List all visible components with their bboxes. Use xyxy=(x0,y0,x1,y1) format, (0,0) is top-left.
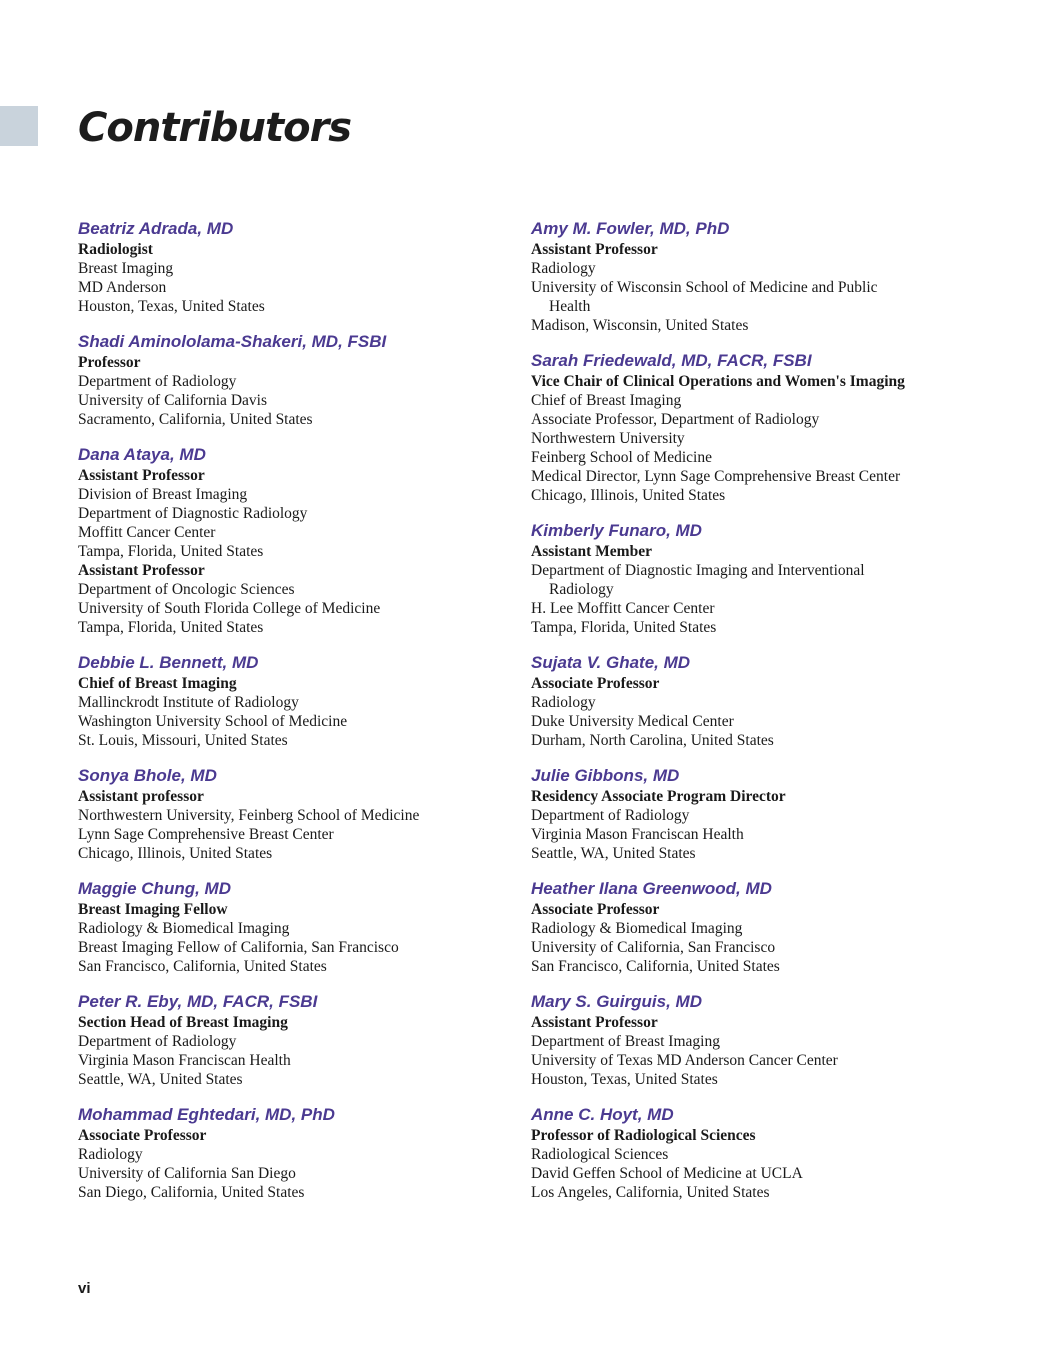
contributor-entry xyxy=(531,218,971,335)
contributor-name: Beatriz Adrada, MD xyxy=(78,219,234,238)
contributors-right-column xyxy=(531,218,971,1217)
contributor-affiliation-line: Duke University Medical Center xyxy=(531,713,734,730)
contributor-affiliation-line: Associate Professor, Department of Radiology xyxy=(531,411,820,428)
contributor-affiliation-line: University of California Davis xyxy=(78,392,267,409)
contributor-name: Anne C. Hoyt, MD xyxy=(531,1105,674,1124)
section-tab-marker xyxy=(0,106,38,146)
contributor-affiliation-line: Madison, Wisconsin, United States xyxy=(531,317,749,334)
contributor-name: Debbie L. Bennett, MD xyxy=(78,653,259,672)
contributor-affiliation-line: Medical Director, Lynn Sage Comprehensive Breast Center xyxy=(531,468,901,485)
contributor-name: Dana Ataya, MD xyxy=(78,445,206,464)
contributor-title: Vice Chair of Clinical Operations and Women's Imaging xyxy=(531,373,905,390)
contributor-entry xyxy=(78,765,518,863)
contributor-entry xyxy=(531,350,971,505)
contributor-affiliation-line: Radiology xyxy=(531,260,596,277)
contributors-left-column xyxy=(78,218,518,1217)
contributor-entry xyxy=(531,652,971,750)
contributor-affiliation-line: Virginia Mason Franciscan Health xyxy=(78,1052,291,1069)
contributor-entry xyxy=(531,1104,971,1202)
contributor-affiliation-line: Mallinckrodt Institute of Radiology xyxy=(78,694,299,711)
contributor-affiliation-line: Washington University School of Medicine xyxy=(78,713,348,730)
contributor-affiliation-line: University of Wisconsin School of Medicine and Public xyxy=(531,279,878,296)
contributor-affiliation-line: Houston, Texas, United States xyxy=(78,298,265,315)
contributor-affiliation-line: H. Lee Moffitt Cancer Center xyxy=(531,600,715,617)
contributor-affiliation-line: Seattle, WA, United States xyxy=(78,1071,243,1088)
page-title: Contributors xyxy=(78,105,352,151)
contributor-entry xyxy=(78,652,518,750)
contributor-affiliation-line: Department of Radiology xyxy=(78,1033,237,1050)
contributor-affiliation-line: University of South Florida College of Medicine xyxy=(78,600,381,617)
contributor-affiliation-line: Radiology & Biomedical Imaging xyxy=(78,920,290,937)
contributor-affiliation-line: Lynn Sage Comprehensive Breast Center xyxy=(78,826,334,843)
contributor-entry xyxy=(78,1104,518,1202)
contributor-affiliation-line: Health xyxy=(549,298,591,315)
contributor-affiliation-line: Department of Diagnostic Radiology xyxy=(78,505,308,522)
contributor-name: Mary S. Guirguis, MD xyxy=(531,992,702,1011)
contributor-affiliation-line: Department of Oncologic Sciences xyxy=(78,581,295,598)
contributor-affiliation-line: Northwestern University, Feinberg School of Medicine xyxy=(78,807,420,824)
contributor-affiliation-line: Department of Radiology xyxy=(531,807,690,824)
contributor-affiliation-line: University of California, San Francisco xyxy=(531,939,776,956)
contributor-name: Peter R. Eby, MD, FACR, FSBI xyxy=(78,992,318,1011)
contributor-affiliation-line: Department of Radiology xyxy=(78,373,237,390)
contributor-affiliation-line: Feinberg School of Medicine xyxy=(531,449,712,466)
contributor-title: Assistant Professor xyxy=(78,562,205,579)
contributor-name: Amy M. Fowler, MD, PhD xyxy=(531,219,730,238)
contributor-affiliation-line: Breast Imaging xyxy=(78,260,174,277)
contributor-affiliation-line: Department of Breast Imaging xyxy=(531,1033,720,1050)
contributor-title: Section Head of Breast Imaging xyxy=(78,1014,288,1031)
contributor-affiliation-line: Radiological Sciences xyxy=(531,1146,669,1163)
contributor-affiliation-line: Moffitt Cancer Center xyxy=(78,524,216,541)
contributor-name: Mohammad Eghtedari, MD, PhD xyxy=(78,1105,335,1124)
contributor-name: Sujata V. Ghate, MD xyxy=(531,653,691,672)
contributor-title: Associate Professor xyxy=(531,675,660,692)
contributor-title: Professor xyxy=(78,354,141,371)
contributor-entry xyxy=(531,878,971,976)
contributor-title: Professor of Radiological Sciences xyxy=(531,1127,756,1144)
contributor-affiliation-line: Tampa, Florida, United States xyxy=(78,543,264,560)
contributor-name: Kimberly Funaro, MD xyxy=(531,521,702,540)
contributor-affiliation-line: Tampa, Florida, United States xyxy=(531,619,717,636)
contributor-name: Maggie Chung, MD xyxy=(78,879,231,898)
contributor-affiliation-line: Northwestern University xyxy=(531,430,685,447)
contributor-title: Breast Imaging Fellow xyxy=(78,901,228,918)
contributor-title: Assistant Professor xyxy=(531,1014,658,1031)
contributor-title: Radiologist xyxy=(78,241,153,258)
contributor-affiliation-line: MD Anderson xyxy=(78,279,167,296)
contributor-name: Sarah Friedewald, MD, FACR, FSBI xyxy=(531,351,812,370)
contributor-affiliation-line: Houston, Texas, United States xyxy=(531,1071,718,1088)
contributor-affiliation-line: Breast Imaging Fellow of California, San Francisco xyxy=(78,939,399,956)
contributor-entry xyxy=(78,331,518,429)
contributor-affiliation-line: Tampa, Florida, United States xyxy=(78,619,264,636)
contributor-title: Assistant professor xyxy=(78,788,204,805)
contributor-entry xyxy=(78,991,518,1089)
contributor-name: Shadi Aminololama-Shakeri, MD, FSBI xyxy=(78,332,387,351)
contributor-affiliation-line: Radiology xyxy=(78,1146,143,1163)
contributor-affiliation-line: Los Angeles, California, United States xyxy=(531,1184,770,1201)
contributor-entry xyxy=(531,765,971,863)
contributor-affiliation-line: Sacramento, California, United States xyxy=(78,411,313,428)
contributor-affiliation-line: University of Texas MD Anderson Cancer Center xyxy=(531,1052,838,1069)
contributor-name: Heather Ilana Greenwood, MD xyxy=(531,879,772,898)
contributor-affiliation-line: San Diego, California, United States xyxy=(78,1184,305,1201)
contributor-entry xyxy=(78,878,518,976)
contributor-entry xyxy=(78,218,518,316)
contributor-title: Residency Associate Program Director xyxy=(531,788,786,805)
contributor-affiliation-line: David Geffen School of Medicine at UCLA xyxy=(531,1165,803,1182)
contributor-affiliation-line: San Francisco, California, United States xyxy=(78,958,327,975)
contributor-affiliation-line: St. Louis, Missouri, United States xyxy=(78,732,288,749)
contributor-title: Assistant Professor xyxy=(531,241,658,258)
contributor-title: Chief of Breast Imaging xyxy=(78,675,237,692)
contributor-entry xyxy=(531,991,971,1089)
contributor-affiliation-line: Virginia Mason Franciscan Health xyxy=(531,826,744,843)
contributor-affiliation-line: San Francisco, California, United States xyxy=(531,958,780,975)
contributor-affiliation-line: Radiology xyxy=(549,581,614,598)
contributor-entry xyxy=(78,444,518,637)
contributor-affiliation-line: Chicago, Illinois, United States xyxy=(531,487,726,504)
contributor-title: Associate Professor xyxy=(531,901,660,918)
page-number: vi xyxy=(78,1280,91,1297)
contributor-affiliation-line: Chief of Breast Imaging xyxy=(531,392,682,409)
contributor-entry xyxy=(531,520,971,637)
contributor-title: Assistant Professor xyxy=(78,467,205,484)
contributor-affiliation-line: Division of Breast Imaging xyxy=(78,486,248,503)
contributor-title: Associate Professor xyxy=(78,1127,207,1144)
contributor-affiliation-line: Department of Diagnostic Imaging and Interventional xyxy=(531,562,865,579)
contributor-affiliation-line: Seattle, WA, United States xyxy=(531,845,696,862)
contributor-name: Sonya Bhole, MD xyxy=(78,766,217,785)
contributor-affiliation-line: Durham, North Carolina, United States xyxy=(531,732,774,749)
contributor-title: Assistant Member xyxy=(531,543,652,560)
contributor-affiliation-line: Radiology & Biomedical Imaging xyxy=(531,920,743,937)
contributor-name: Julie Gibbons, MD xyxy=(531,766,680,785)
contributor-affiliation-line: Radiology xyxy=(531,694,596,711)
contributor-affiliation-line: University of California San Diego xyxy=(78,1165,296,1182)
contributor-affiliation-line: Chicago, Illinois, United States xyxy=(78,845,273,862)
